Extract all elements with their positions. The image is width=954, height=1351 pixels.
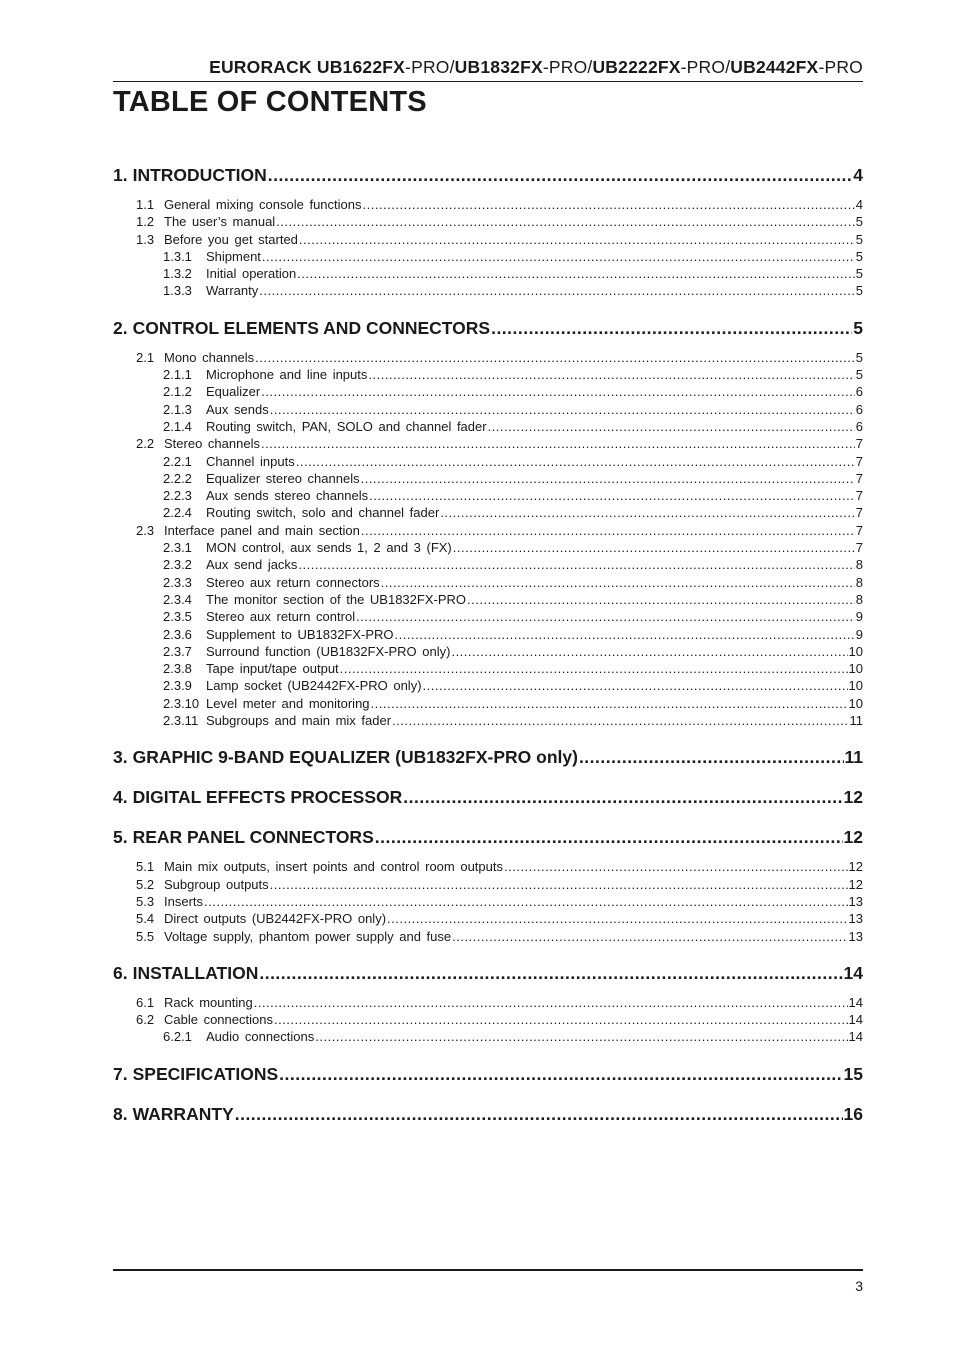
toc-entry-number: 8. [113, 1103, 128, 1124]
toc-entry-title: Voltage supply, phantom power supply and fuse [164, 928, 452, 944]
toc-entry-number: 4. [113, 787, 128, 808]
header-rule [113, 81, 863, 82]
header-suffix-2: -PRO/ [542, 57, 593, 77]
toc-entry-title: Mono channels [164, 349, 255, 365]
dot-leader [235, 1102, 843, 1126]
toc-entry-page: 15 [843, 1063, 863, 1084]
toc-entry-page: 5 [855, 214, 863, 230]
toc-entry-page: 11 [849, 713, 863, 729]
toc-entry-number: 1.3.2 [163, 266, 192, 282]
toc-subsubsection[interactable] [113, 504, 863, 521]
running-header [209, 57, 863, 78]
toc-entry-page: 6 [855, 401, 863, 417]
toc-subsection[interactable] [113, 994, 863, 1011]
dot-leader [274, 1011, 848, 1028]
toc-entry-number: 3. [113, 747, 128, 768]
toc-section[interactable] [113, 825, 863, 849]
toc-entry-title: Routing switch, solo and channel fader [206, 505, 440, 521]
toc-entry-page: 7 [855, 470, 863, 486]
header-suffix-4: -PRO [818, 57, 863, 77]
toc-entry-number: 2.3.8 [163, 661, 192, 677]
dot-leader [296, 453, 855, 470]
dot-leader [392, 712, 848, 729]
toc-entry-page: 13 [848, 911, 863, 927]
toc-entry-title: Interface panel and main section [164, 522, 360, 538]
toc-entry-title: Before you get started [164, 231, 298, 247]
dot-leader [579, 745, 844, 769]
toc-subsection[interactable] [113, 522, 863, 539]
toc-subsubsection[interactable] [113, 574, 863, 591]
dot-leader [488, 418, 855, 435]
toc-entry-number: 1.3 [136, 231, 155, 247]
dot-leader [467, 591, 855, 608]
toc-subsection[interactable] [113, 928, 863, 945]
toc-entry-page: 7 [855, 522, 863, 538]
toc-entry-number: 2.2.4 [163, 505, 192, 521]
toc-entry-title: Subgroups and main mix fader [206, 713, 392, 729]
toc-entry-page: 13 [848, 893, 863, 909]
toc-entry-number: 2.1.2 [163, 384, 192, 400]
header-model-1: EURORACK UB1622FX [209, 57, 406, 77]
toc-subsubsection[interactable] [113, 453, 863, 470]
toc-entry-page: 14 [848, 1012, 863, 1028]
dot-leader [315, 1028, 847, 1045]
dot-leader [403, 785, 842, 809]
toc-section[interactable] [113, 163, 863, 187]
toc-entry-number: 6.1 [136, 994, 155, 1010]
dot-leader [451, 643, 847, 660]
toc-entry-number: 2.3.3 [163, 574, 192, 590]
toc-entry-page: 7 [855, 505, 863, 521]
toc-section[interactable] [113, 745, 863, 769]
toc-entry-number: 2.2.1 [163, 453, 192, 469]
toc-entry-page: 7 [855, 488, 863, 504]
toc-entry-number: 1. [113, 165, 128, 185]
toc-entry-number: 2.1 [136, 349, 155, 365]
toc-entry-page: 6 [855, 384, 863, 400]
toc-subsection[interactable] [113, 196, 863, 213]
table-of-contents [113, 163, 863, 1126]
toc-entry-page: 14 [843, 962, 863, 983]
toc-subsubsection[interactable] [113, 401, 863, 418]
toc-entry-number: 2.3.1 [163, 540, 192, 556]
toc-entry-number: 2.3.5 [163, 609, 192, 625]
toc-subsection[interactable] [113, 1011, 863, 1028]
toc-subsection[interactable] [113, 231, 863, 248]
dot-leader [361, 470, 855, 487]
toc-entry-number: 2.1.3 [163, 401, 192, 417]
toc-spacer [113, 945, 863, 961]
header-model-3: UB2222FX [592, 57, 681, 77]
toc-subsubsection[interactable] [113, 265, 863, 282]
dot-leader [395, 626, 855, 643]
toc-entry-page: 10 [848, 678, 863, 694]
toc-subsubsection[interactable] [113, 1028, 863, 1045]
toc-entry-number: 1.1 [136, 197, 155, 212]
toc-entry-title: REAR PANEL CONNECTORS [132, 827, 374, 848]
toc-spacer [113, 849, 863, 858]
toc-entry-number: 2.3 [136, 522, 155, 538]
toc-entry-title: Lamp socket (UB2442FX-PRO only) [206, 678, 422, 694]
dot-leader [268, 163, 853, 187]
toc-entry-title: Routing switch, PAN, SOLO and channel fader [206, 418, 487, 434]
toc-entry-title: Level meter and monitoring [206, 695, 370, 711]
dot-leader [371, 695, 848, 712]
header-model-2: UB1832FX [454, 57, 543, 77]
toc-subsection[interactable] [113, 858, 863, 875]
toc-subsubsection[interactable] [113, 383, 863, 400]
toc-spacer [113, 809, 863, 825]
toc-subsubsection[interactable] [113, 418, 863, 435]
toc-spacer [113, 340, 863, 349]
toc-entry-title: Channel inputs [206, 453, 295, 469]
toc-entry-title: DIGITAL EFFECTS PROCESSOR [132, 787, 403, 808]
toc-entry-title: Rack mounting [164, 994, 253, 1010]
toc-entry-page: 5 [853, 317, 863, 338]
toc-entry-page: 9 [855, 609, 863, 625]
toc-entry-page: 10 [848, 661, 863, 677]
dot-leader [254, 994, 848, 1011]
toc-entry-title: Shipment [206, 248, 261, 264]
toc-section[interactable] [113, 961, 863, 985]
toc-spacer [113, 1086, 863, 1102]
toc-entry-number: 5.1 [136, 859, 155, 875]
dot-leader [453, 539, 855, 556]
dot-leader [440, 504, 854, 521]
toc-entry-number: 2.3.4 [163, 591, 192, 607]
toc-entry-number: 1.2 [136, 214, 155, 230]
toc-entry-title: Stereo aux return control [206, 609, 356, 625]
toc-entry-page: 9 [855, 626, 863, 642]
toc-subsubsection[interactable] [113, 282, 863, 299]
page-number: 3 [855, 1278, 863, 1294]
toc-entry-number: 1.3.1 [163, 248, 192, 264]
toc-entry-title: Aux sends stereo channels [206, 488, 369, 504]
toc-entry-title: Subgroup outputs [164, 876, 269, 892]
document-page [113, 0, 863, 1351]
toc-subsubsection[interactable] [113, 591, 863, 608]
toc-entry-page: 14 [848, 994, 863, 1010]
toc-entry-page: 5 [855, 283, 863, 299]
toc-entry-title: Supplement to UB1832FX-PRO [206, 626, 394, 642]
toc-subsubsection[interactable] [113, 695, 863, 712]
toc-subsubsection[interactable] [113, 626, 863, 643]
toc-entry-title: Tape input/tape output [206, 661, 339, 677]
toc-entry-title: Warranty [206, 283, 259, 299]
toc-entry-page: 16 [843, 1103, 863, 1124]
toc-section[interactable] [113, 785, 863, 809]
dot-leader [270, 401, 855, 418]
toc-entry-number: 5.5 [136, 928, 155, 944]
toc-entry-page: 5 [855, 248, 863, 264]
toc-entry-page: 4 [855, 197, 863, 212]
header-suffix-1: -PRO/ [405, 57, 455, 77]
toc-subsubsection[interactable] [113, 677, 863, 694]
toc-entry-title: Stereo aux return connectors [206, 574, 380, 590]
toc-entry-number: 2.2 [136, 436, 155, 452]
toc-entry-page: 14 [848, 1029, 863, 1045]
dot-leader [270, 876, 848, 893]
toc-entry-page: 5 [855, 266, 863, 282]
toc-entry-title: Equalizer [206, 384, 261, 400]
toc-entry-number: 5. [113, 827, 128, 848]
toc-entry-page: 8 [855, 574, 863, 590]
dot-leader [262, 248, 855, 265]
toc-entry-number: 5.4 [136, 911, 155, 927]
toc-entry-title: Aux sends [206, 401, 269, 417]
toc-entry-page: 12 [843, 827, 863, 848]
toc-entry-page: 12 [848, 859, 863, 875]
dot-leader [387, 910, 848, 927]
toc-entry-title: Direct outputs (UB2442FX-PRO only) [164, 911, 387, 927]
toc-spacer [113, 729, 863, 745]
dot-leader [361, 522, 855, 539]
toc-entry-title: Cable connections [164, 1012, 273, 1028]
toc-entry-title: Audio connections [206, 1029, 315, 1045]
toc-entry-page: 13 [848, 928, 863, 944]
toc-entry-page: 11 [844, 747, 863, 768]
toc-entry-number: 2.3.6 [163, 626, 192, 642]
toc-subsubsection[interactable] [113, 660, 863, 677]
toc-entry-title: Main mix outputs, insert points and control room outputs [164, 859, 503, 875]
toc-entry-number: 2.2.2 [163, 470, 192, 486]
toc-entry-number: 5.2 [136, 876, 155, 892]
header-model-4: UB2442FX [730, 57, 819, 77]
toc-entry-title: SPECIFICATIONS [132, 1063, 279, 1084]
toc-entry-number: 6. [113, 962, 128, 983]
toc-subsubsection[interactable] [113, 366, 863, 383]
toc-entry-page: 12 [848, 876, 863, 892]
toc-subsection[interactable] [113, 910, 863, 927]
toc-spacer [113, 187, 863, 196]
dot-leader [255, 349, 855, 366]
toc-entry-title: Initial operation [206, 266, 297, 282]
toc-spacer [113, 769, 863, 785]
dot-leader [261, 383, 855, 400]
toc-entry-number: 2.1.1 [163, 367, 192, 383]
toc-spacer [113, 300, 863, 316]
toc-entry-page: 5 [855, 349, 863, 365]
toc-entry-number: 2. [113, 317, 128, 338]
toc-subsection[interactable] [113, 893, 863, 910]
toc-entry-title: GRAPHIC 9-BAND EQUALIZER (UB1832FX-PRO only) [132, 747, 578, 768]
toc-entry-page: 8 [855, 591, 863, 607]
toc-subsection[interactable] [113, 213, 863, 230]
toc-subsubsection[interactable] [113, 470, 863, 487]
toc-entry-title: Inserts [164, 893, 204, 909]
toc-subsection[interactable] [113, 876, 863, 893]
toc-entry-page: 10 [848, 695, 863, 711]
toc-section[interactable] [113, 1062, 863, 1086]
dot-leader [279, 1062, 842, 1086]
toc-entry-title: Microphone and line inputs [206, 367, 368, 383]
dot-leader [340, 660, 848, 677]
dot-leader [381, 574, 855, 591]
toc-subsubsection[interactable] [113, 643, 863, 660]
toc-entry-number: 5.3 [136, 893, 155, 909]
dot-leader [259, 961, 842, 985]
toc-entry-page: 4 [853, 165, 863, 185]
dot-leader [299, 231, 855, 248]
toc-spacer [113, 1046, 863, 1062]
dot-leader [491, 316, 852, 340]
toc-subsection[interactable] [113, 349, 863, 366]
toc-entry-page: 8 [855, 557, 863, 573]
toc-entry-title: WARRANTY [132, 1103, 234, 1124]
dot-leader [261, 435, 855, 452]
page-title: TABLE OF CONTENTS [113, 86, 427, 118]
toc-section[interactable] [113, 1102, 863, 1126]
toc-entry-number: 2.3.2 [163, 557, 192, 573]
header-suffix-3: -PRO/ [680, 57, 731, 77]
toc-subsection[interactable] [113, 435, 863, 452]
toc-entry-title: MON control, aux sends 1, 2 and 3 (FX) [206, 540, 452, 556]
dot-leader [259, 282, 855, 299]
toc-entry-title: CONTROL ELEMENTS AND CONNECTORS [132, 317, 491, 338]
toc-entry-title: Equalizer stereo channels [206, 470, 360, 486]
dot-leader [276, 213, 855, 230]
toc-entry-number: 7. [113, 1063, 128, 1084]
toc-entry-number: 2.3.9 [163, 678, 192, 694]
toc-entry-page: 12 [843, 787, 863, 808]
toc-entry-title: INTRODUCTION [132, 165, 267, 185]
toc-entry-page: 7 [855, 540, 863, 556]
toc-entry-title: The user’s manual [164, 214, 276, 230]
dot-leader [297, 265, 855, 282]
toc-entry-page: 5 [855, 231, 863, 247]
toc-entry-number: 2.3.11 [163, 713, 199, 729]
toc-entry-number: 2.3.10 [163, 695, 200, 711]
dot-leader [504, 858, 848, 875]
toc-entry-title: Surround function (UB1832FX-PRO only) [206, 643, 451, 659]
toc-subsubsection[interactable] [113, 248, 863, 265]
dot-leader [204, 893, 848, 910]
toc-subsubsection[interactable] [113, 556, 863, 573]
dot-leader [375, 825, 843, 849]
toc-entry-title: Stereo channels [164, 436, 260, 452]
dot-leader [452, 928, 847, 945]
toc-subsubsection[interactable] [113, 539, 863, 556]
toc-entry-title: Aux send jacks [206, 557, 298, 573]
toc-entry-page: 5 [855, 367, 863, 383]
toc-entry-number: 2.2.3 [163, 488, 192, 504]
footer-rule [113, 1269, 863, 1271]
dot-leader [423, 677, 848, 694]
toc-entry-number: 1.3.3 [163, 283, 192, 299]
toc-entry-number: 2.3.7 [163, 643, 192, 659]
dot-leader [298, 556, 854, 573]
toc-spacer [113, 985, 863, 994]
toc-section[interactable] [113, 316, 863, 340]
toc-entry-page: 10 [848, 643, 863, 659]
toc-entry-number: 6.2 [136, 1012, 155, 1028]
dot-leader [369, 487, 855, 504]
dot-leader [356, 608, 855, 625]
toc-entry-page: 6 [855, 418, 863, 434]
toc-entry-page: 7 [855, 453, 863, 469]
dot-leader [363, 196, 855, 213]
toc-entry-page: 7 [855, 436, 863, 452]
dot-leader [368, 366, 854, 383]
toc-entry-number: 6.2.1 [163, 1029, 192, 1045]
toc-subsubsection[interactable] [113, 487, 863, 504]
toc-entry-title: General mixing console functions [164, 197, 362, 212]
toc-entry-title: The monitor section of the UB1832FX-PRO [206, 591, 467, 607]
toc-subsubsection[interactable] [113, 712, 863, 729]
toc-entry-number: 2.1.4 [163, 418, 192, 434]
toc-subsubsection[interactable] [113, 608, 863, 625]
toc-entry-title: INSTALLATION [132, 962, 259, 983]
